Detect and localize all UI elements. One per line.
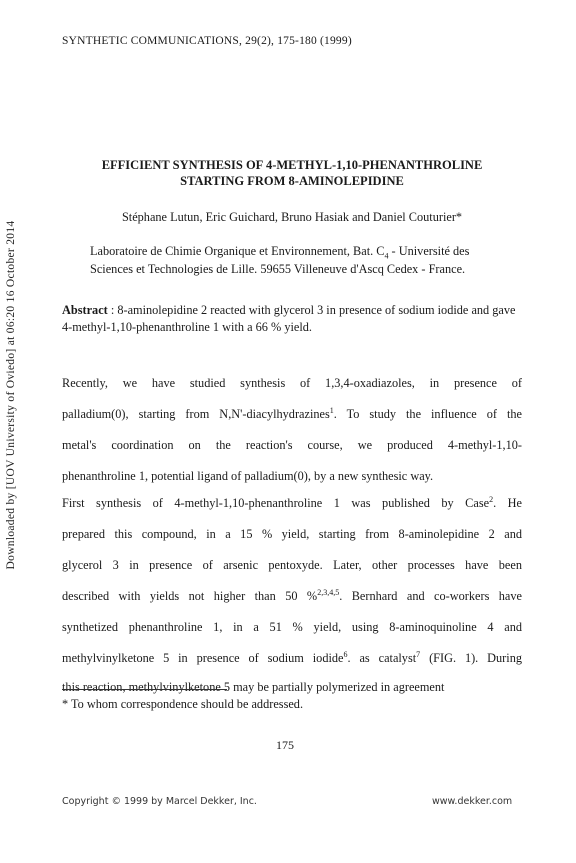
body-line: Recently, we have studied synthesis of 1,3,4-oxadiazoles, in presence of [62, 376, 522, 390]
affiliation-line-1: Laboratoire de Chimie Organique et Environnement, Bat. $C_4$ - Université des [90, 244, 470, 261]
article-title-line-1: EFFICIENT SYNTHESIS OF 4-METHYL-1,10-PHENANTHROLINE [101, 158, 483, 172]
body-line: metal's coordination on the reaction's course, we produced 4-methyl-1,10- [62, 438, 522, 452]
affiliation-line-2: Sciences et Technologies de Lille. 59655 Villeneuve d'Ascq Cedex - France. [90, 262, 466, 276]
download-watermark [3, 195, 19, 595]
journal-citation: SYNTHETIC COMMUNICATIONS, 29(2), 175-180 (1999) [62, 35, 352, 47]
body-line: prepared this compound, in a 15 % yield, starting from 8-aminolepidine 2 and [62, 527, 522, 541]
abstract [62, 302, 522, 336]
body-line: palladium(0), starting from N,N'-diacylhydrazines$^1$. To study the influence of the [62, 405, 522, 421]
body-line: phenanthroline 1, potential ligand of palladium(0), by a new synthesic way. [62, 469, 434, 483]
body-line: this reaction, methylvinylketone 5 may be partially polymerized in agreement [62, 680, 445, 694]
footnote: * To whom correspondence should be addressed. [62, 697, 304, 711]
body-line: methylvinylketone 5 in presence of sodium iodide$^6$. as catalyst$^7$ (FIG. 1). During [62, 649, 522, 665]
body-line: described with yields not higher than 50 %$^{2,3,4,5}$. Bernhard and co-workers have [62, 587, 523, 603]
article-title-line-2: STARTING FROM 8-AMINOLEPIDINE [180, 174, 404, 188]
body-line: First synthesis of 4-methyl-1,10-phenanthroline 1 was published by Case$^2$. He [62, 494, 522, 510]
body-line: glycerol 3 in presence of arsenic pentoxyde. Later, other processes have been [62, 558, 522, 572]
footnote-divider [62, 689, 227, 690]
page-number: 175 [276, 738, 294, 752]
copyright-notice: Copyright © 1999 by Marcel Dekker, Inc. [62, 796, 257, 807]
download-note: Downloaded by [UOV University of Oviedo] at 06:20 16 October 2014 [5, 220, 17, 570]
publisher-url: www.dekker.com [432, 796, 513, 807]
author-list: Stéphane Lutun, Eric Guichard, Bruno Hasiak and Daniel Couturier* [121, 210, 463, 224]
body-line: synthetized phenanthroline 1, in a 51 % yield, using 8-aminoquinoline 4 and [62, 620, 522, 634]
abstract-label: Abstract [62, 303, 108, 317]
abstract-text: : 8-aminolepidine 2 reacted with glycerol 3 in presence of sodium iodide and gave 4-methyl-1,10-phenanthroline 1 with a 66 % yield. [62, 303, 516, 334]
